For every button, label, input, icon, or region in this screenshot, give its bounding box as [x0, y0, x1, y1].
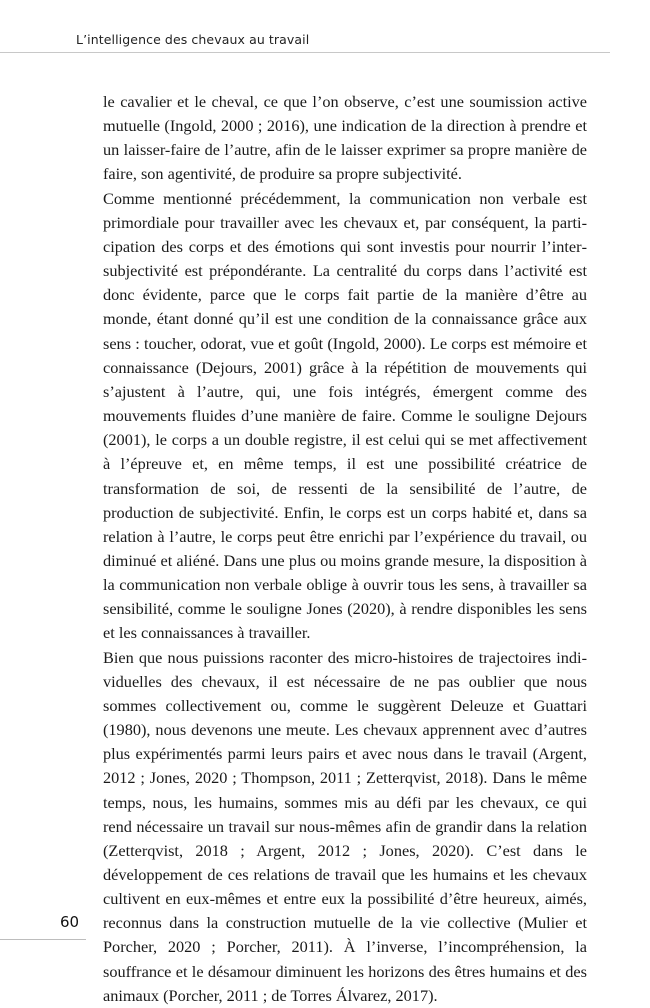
running-header: L’intelligence des chevaux au travail: [76, 32, 310, 47]
header-rule: [0, 52, 610, 53]
paragraph-2: Comme mentionné précédemment, la communication non verbale est primordiale pour travailler avec les chevaux et, par conséquent, la participation des corps et des émotions qui sont investis pour nourrir l’intersubjectivité est prépondérante. La centralité du corps dans l’activité est donc évidente, parce que le corps fait partie de la manière d’être au monde, étant donné qu’il est une condition de la connaissance grâce aux sens : toucher, odorat, vue et goût (Ingold, 2000). Le corps est mémoire et connaissance (Dejours, 2001) grâce à la répétition de mouvements qui s’ajustent à l’autre, qui, une fois intégrés, émergent comme des mouvements fluides d’une manière de faire. Comme le souligne Dejours (2001), le corps a un double registre, il est celui qui se met affectivement à l’épreuve et, en même temps, il est une possibilité créatrice de transformation de soi, de ressenti de la sensibilité de l’autre, de production de subjectivité. Enfin, le corps est un corps habité et, dans sa relation à l’autre, le corps peut être enrichi par l’expérience du travail, ou diminué et aliéné. Dans une plus ou moins grande mesure, la disposition à la communication non verbale oblige à ouvrir tous les sens, à travailler sa sensibilité, comme le souligne Jones (2020), à rendre disponibles les sens et les connaissances à travailler.: [103, 188, 587, 643]
paragraph-3: Bien que nous puissions raconter des micro-histoires de trajectoires individuelles des chevaux, il est nécessaire de ne pas oublier que nous sommes collectivement ou, comme le suggèrent Deleuze et Guattari (1980), nous devenons une meute. Les chevaux apprennent avec d’autres plus expérimentés parmi leurs pairs et avec nous dans le travail (Argent, 2012 ; Jones, 2020 ; Thompson, 2011 ; Zetterqvist, 2018). Dans le même temps, nous, les humains, sommes mis au défi par les chevaux, ce qui rend nécessaire un travail sur nous-mêmes afin de grandir dans la relation (Zetterqvist, 2018 ; Argent, 2012 ; Jones, 2020). C’est dans le développement de ces relations de travail que les humains et les chevaux cultivent en eux-mêmes et entre eux la possibilité d’être heureux, aimés, reconnus dans la construction mutuelle de la vie collective (Mulier et Porcher, 2020 ; Porcher, 2011). À l’inverse, l’incompréhension, la souffrance et le désamour diminuent les horizons des êtres humains et des animaux (Porcher, 2011 ; de Torres Álvarez, 2017).: [103, 647, 587, 1005]
page-number: 60: [60, 913, 80, 931]
paragraph-1: le cavalier et le cheval, ce que l’on observe, c’est une soumission active mutuelle (Ingold, 2000 ; 2016), une indication de la direction à prendre et un laisser-faire de l’autre, afin de le laisser exprimer sa propre manière de faire, son agentivité, de produire sa propre subjectivité.: [103, 92, 587, 184]
footer-rule: [0, 939, 86, 940]
body-text: [103, 90, 587, 1008]
